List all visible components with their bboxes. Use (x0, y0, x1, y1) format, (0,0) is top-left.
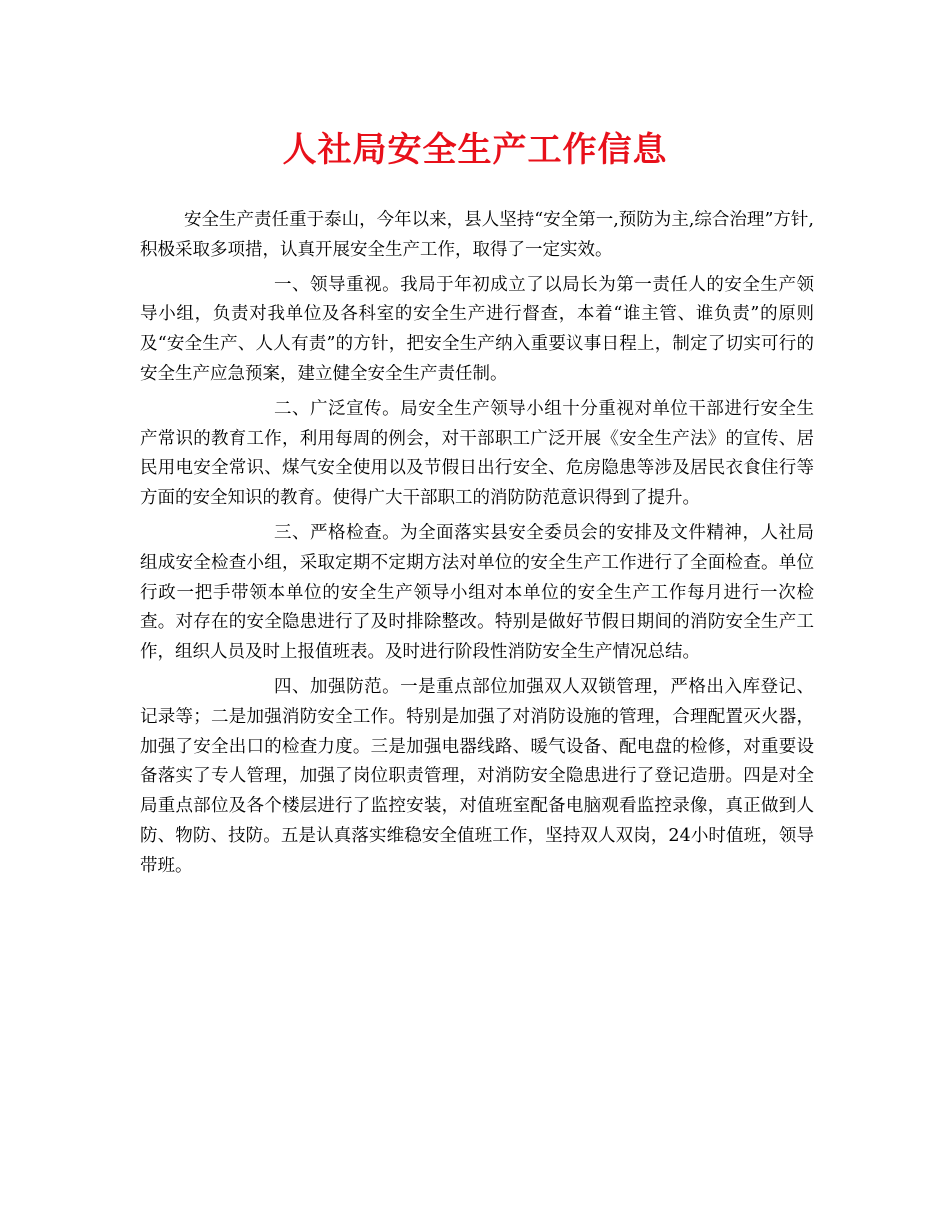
document-body (140, 206, 814, 882)
section-prevention-paragraph: 四、加强防范。一是重点部位加强双人双锁管理，严格出入库登记、记录等；二是加强消防安全工作。特别是加强了对消防设施的管理，合理配置灭火器，加强了安全出口的检查力度。三是加强电器线路、暖气设备、配电盘的检修，对重要设备落实了专人管理，加强了岗位职责管理，对消防安全隐患进行了登记造册。四是对全局重点部位及各个楼层进行了监控安装，对值班室配备电脑观看监控录像，真正做到人防、物防、技防。五是认真落实维稳安全值班工作，坚持双人双岗，24小时值班，领导带班。 (140, 676, 814, 876)
document-title: 人社局安全生产工作信息 (282, 130, 668, 170)
section-leadership-paragraph: 一、领导重视。我局于年初成立了以局长为第一责任人的安全生产领导小组，负责对我单位及各科室的安全生产进行督查，本着“谁主管、谁负责”的原则及“安全生产、人人有责”的方针，把安全生产纳入重要议事日程上，制定了切实可行的安全生产应急预案，建立健全安全生产责任制。 (140, 274, 814, 384)
section-inspection-paragraph: 三、严格检查。为全面落实县安全委员会的安排及文件精神，人社局组成安全检查小组，采取定期不定期方法对单位的安全生产工作进行了全面检查。单位行政一把手带领本单位的安全生产领导小组对本单位的安全生产工作每月进行一次检查。对存在的安全隐患进行了及时排除整改。特别是做好节假日期间的消防安全生产工作，组织人员及时上报值班表。及时进行阶段性消防安全生产情况总结。 (140, 522, 814, 663)
section-publicity-paragraph: 二、广泛宣传。局安全生产领导小组十分重视对单位干部进行安全生产常识的教育工作，利用每周的例会，对干部职工广泛开展《安全生产法》的宣传、居民用电安全常识、煤气安全使用以及节假日出行安全、危房隐患等涉及居民衣食住行等方面的安全知识的教育。使得广大干部职工的消防防范意识得到了提升。 (140, 398, 814, 509)
intro-paragraph: 安全生产责任重于泰山，今年以来，县人坚持“安全第一,预防为主,综合治理”方针, 积极采取多项措，认真开展安全生产工作，取得了一定实效。 (140, 210, 814, 260)
